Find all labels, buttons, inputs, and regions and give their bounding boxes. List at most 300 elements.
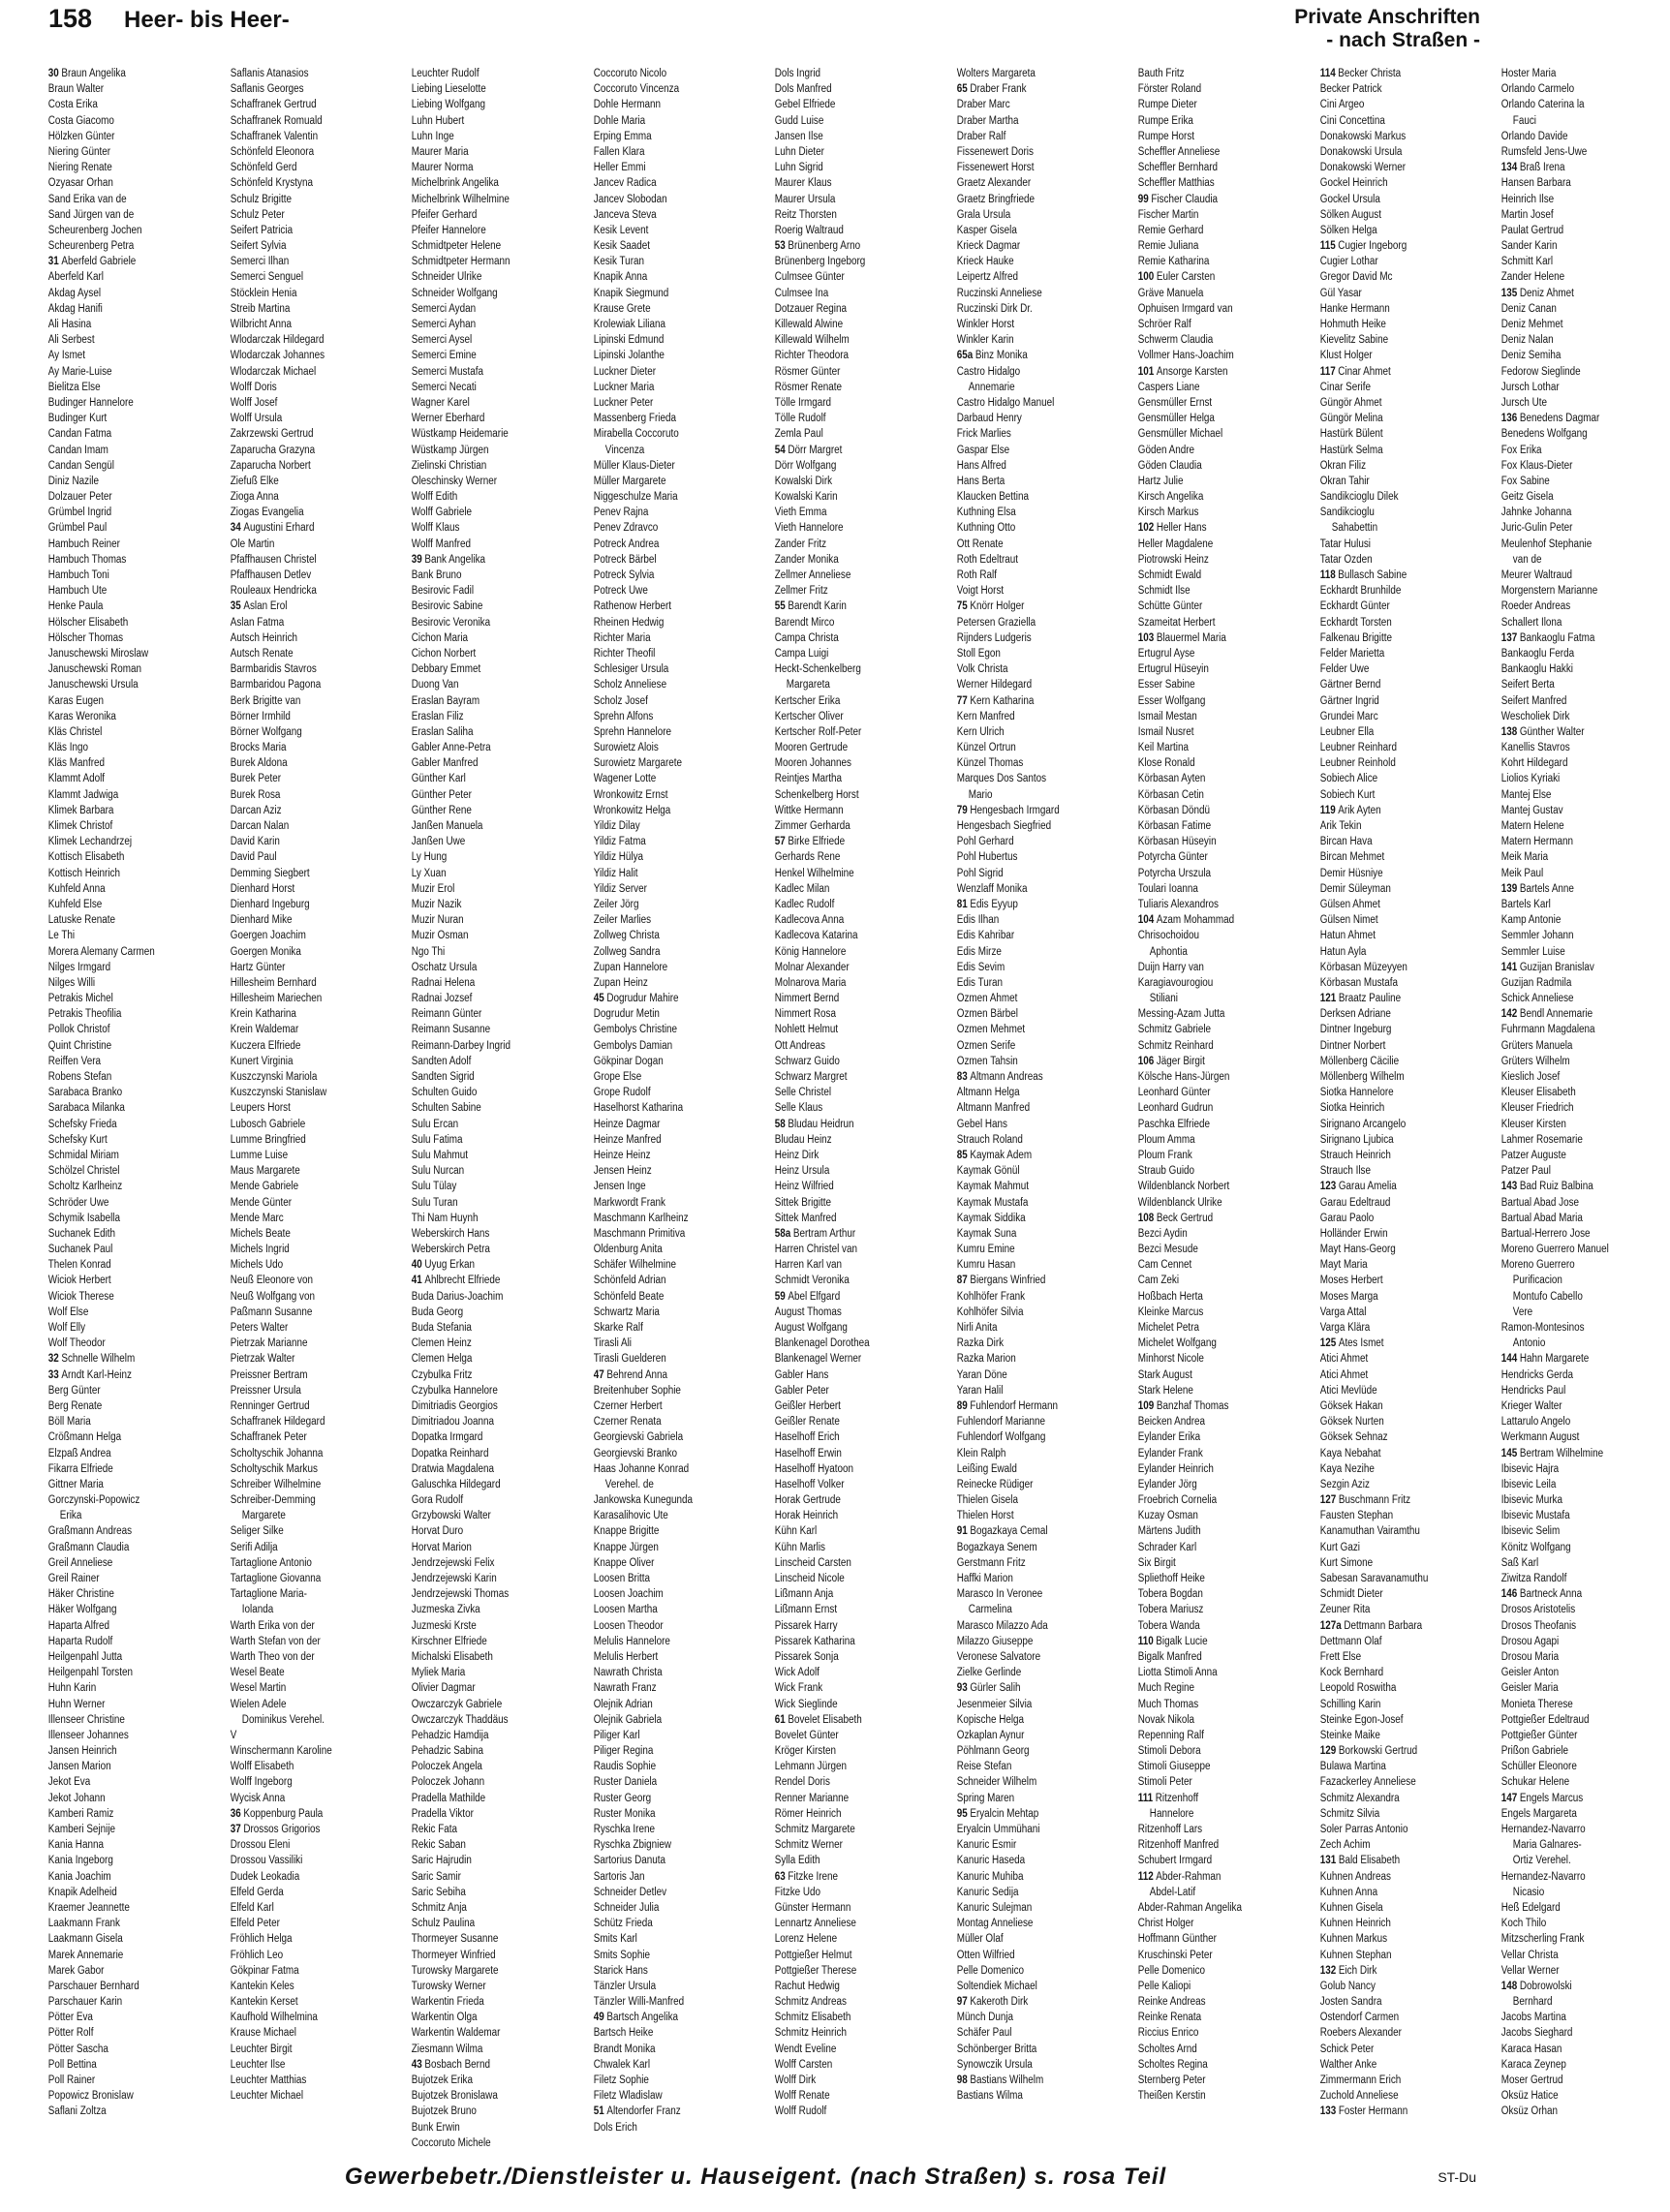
directory-entry: [761, 520, 917, 536]
directory-entry: [1125, 1038, 1281, 1054]
directory-entry: [943, 755, 1099, 771]
directory-entry: [1307, 1774, 1463, 1790]
directory-entry: [580, 1242, 736, 1257]
house-number: 39: [411, 553, 422, 566]
directory-entry: [943, 1257, 1099, 1273]
directory-entry: [217, 1523, 373, 1539]
resident-name: Ibisevic Mustafa: [1500, 1510, 1570, 1522]
resident-name: Hernandez-Navarro: [1500, 1870, 1586, 1883]
directory-entry: [1488, 2073, 1644, 2088]
house-number: 139: [1500, 882, 1518, 895]
resident-name: Kaymak Gönül: [956, 1165, 1020, 1178]
resident-name: Popowicz Bronislaw: [47, 2090, 134, 2103]
directory-entry: [217, 1446, 373, 1461]
house-number: 57: [774, 836, 786, 848]
resident-name: Kertscher Rolf-Peter: [774, 725, 862, 738]
directory-entry: [217, 1540, 373, 1555]
directory-entry: [580, 175, 736, 191]
directory-entry: [35, 1979, 191, 1994]
directory-entry: [1125, 489, 1281, 505]
resident-name: Atici Ahmet: [1319, 1353, 1368, 1366]
directory-entry: [35, 1132, 191, 1148]
directory-entry: [1488, 2104, 1644, 2119]
directory-entry: [943, 1697, 1099, 1712]
directory-entry: [761, 1649, 917, 1665]
directory-entry: [398, 1273, 554, 1288]
directory-entry: [943, 1791, 1099, 1806]
directory-entry: [217, 1634, 373, 1649]
directory-entry: [398, 458, 554, 474]
directory-entry: [1488, 1948, 1644, 1963]
resident-name: Loosen Joachim: [593, 1588, 664, 1601]
directory-entry: [398, 269, 554, 285]
resident-name: Knörr Holger: [969, 600, 1024, 613]
directory-entry: [217, 1054, 373, 1069]
house-number: 106: [1137, 1055, 1155, 1067]
directory-entry: [580, 849, 736, 865]
resident-name: Rumpe Erika: [1137, 114, 1193, 127]
resident-name: Kievelitz Sabine: [1319, 334, 1388, 347]
resident-name: Preissner Bertram: [230, 1368, 307, 1381]
resident-name: Linscheid Carsten: [774, 1556, 851, 1569]
resident-name: Deniz Ahmet: [1519, 287, 1574, 299]
resident-name: Tobera Bogdan: [1137, 1588, 1203, 1601]
directory-entry: [1307, 1100, 1463, 1116]
directory-entry: [1125, 1257, 1281, 1273]
resident-name: Mooren Johannes: [774, 757, 851, 770]
resident-name: Mooren Gertrude: [774, 742, 849, 754]
directory-entry: [35, 1336, 191, 1351]
resident-name: Heller Magdalene: [1137, 538, 1214, 550]
directory-entry: [761, 1900, 917, 1916]
directory-entry: [1307, 1289, 1463, 1305]
resident-name: Toulari Ioanna: [1137, 882, 1198, 895]
resident-name: Leubner Ella: [1319, 725, 1374, 738]
directory-entry: [35, 771, 191, 786]
directory-entry: [217, 1163, 373, 1179]
directory-entry: [1488, 975, 1644, 991]
page-title-line-2: - nach Straßen -: [1326, 29, 1480, 51]
directory-entry: [943, 1916, 1099, 1931]
directory-entry: [761, 1602, 917, 1617]
resident-name: Pradella Mathilde: [411, 1792, 486, 1804]
resident-name: Saflanis Georges: [230, 83, 304, 96]
resident-name: Dominikus Verehel.: [241, 1713, 325, 1726]
directory-entry: [1125, 866, 1281, 881]
directory-entry: [1488, 944, 1644, 960]
directory-entry: [217, 489, 373, 505]
resident-name: Schüller Eleonore: [1500, 1761, 1577, 1773]
directory-entry: [761, 1117, 917, 1132]
directory-entry: [1125, 1948, 1281, 1963]
resident-name: Ole Martin: [230, 538, 274, 550]
house-number: 33: [47, 1368, 59, 1381]
resident-name: Le Thi: [47, 930, 76, 942]
house-number: 58: [774, 1118, 786, 1130]
resident-name: Juzmeska Zivka: [411, 1604, 480, 1616]
directory-entry: [1488, 317, 1644, 332]
directory-entry: [35, 1148, 191, 1163]
resident-name: Knappe Jürgen: [593, 1541, 659, 1553]
resident-name: Leubner Reinhold: [1319, 757, 1396, 770]
directory-entry: [1307, 2042, 1463, 2057]
resident-name: Schaffranek Peter: [230, 1431, 307, 1444]
directory-entry: [35, 458, 191, 474]
directory-entry: [580, 975, 736, 991]
resident-name: Zuchold Anneliese: [1319, 2090, 1399, 2103]
resident-name: Berk Brigitte van: [230, 694, 300, 707]
directory-entry: [580, 1508, 736, 1523]
directory-entry: [580, 192, 736, 207]
resident-name: Pfaffhausen Christel: [230, 553, 317, 566]
resident-name: Buschmann Fritz: [1338, 1494, 1410, 1507]
resident-name: Künzel Ortrun: [956, 742, 1016, 754]
resident-name: Zielinski Christian: [411, 459, 487, 472]
resident-name: Jahnke Johanna: [1500, 507, 1572, 519]
directory-entry: [943, 505, 1099, 520]
resident-name: Edis Sevim: [956, 961, 1005, 973]
directory-entry: [761, 458, 917, 474]
directory-entry: [1488, 1446, 1644, 1461]
resident-name: Werkmann August: [1500, 1431, 1580, 1444]
directory-entry: [217, 2025, 373, 2041]
directory-entry: [398, 144, 554, 160]
resident-name: Georgievski Branko: [593, 1447, 677, 1459]
directory-entry: [943, 912, 1099, 928]
resident-name: Winkler Horst: [956, 319, 1014, 330]
directory-entry: [1307, 1743, 1463, 1759]
resident-name: Besirovic Fadil: [411, 585, 475, 598]
directory-entry: [1488, 755, 1644, 771]
resident-name: Körbasan Fatime: [1137, 820, 1212, 832]
directory-entry: [1125, 1398, 1281, 1414]
directory-entry: [761, 1069, 917, 1085]
resident-name: Fuhlendorf Wolfgang: [956, 1431, 1045, 1444]
directory-entry: [761, 1351, 917, 1367]
directory-column: [580, 66, 762, 2148]
directory-entry: [217, 771, 373, 786]
resident-name: Owczarczyk Gabriele: [411, 1698, 503, 1710]
directory-entry: [35, 254, 191, 269]
directory-entry: [1125, 1791, 1281, 1806]
resident-name: Bezci Aydin: [1137, 1227, 1188, 1240]
resident-name: Dintner Ingeburg: [1319, 1024, 1391, 1036]
resident-name: Filetz Wladislaw: [593, 2090, 663, 2103]
resident-name: Schmidal Miriam: [47, 1149, 119, 1161]
directory-entry: [217, 881, 373, 897]
resident-name: Schulten Sabine: [411, 1102, 481, 1115]
directory-entry: [943, 223, 1099, 238]
directory-entry: [1488, 1697, 1644, 1712]
resident-name: Leupers Horst: [230, 1102, 291, 1115]
directory-entry: [1125, 1963, 1281, 1979]
resident-name: Rheinen Hedwig: [593, 616, 664, 629]
resident-name: Deniz Canan: [1500, 302, 1557, 315]
resident-name: Kopische Helga: [956, 1713, 1024, 1726]
resident-name: Schaffranek Romuald: [230, 114, 323, 127]
directory-entry: [580, 1398, 736, 1414]
resident-name: Ibisevic Leila: [1500, 1478, 1557, 1490]
directory-entry: [1125, 223, 1281, 238]
resident-name: Ryschka Zbigniew: [593, 1839, 671, 1852]
directory-entry: [35, 849, 191, 865]
resident-name: Guzijan Branislav: [1519, 961, 1594, 973]
directory-entry: [217, 583, 373, 599]
directory-entry: [35, 1869, 191, 1885]
directory-entry: [1307, 207, 1463, 223]
resident-name: Wick Frank: [774, 1682, 823, 1695]
resident-name: Jäger Birgit: [1156, 1055, 1205, 1067]
directory-entry: [580, 129, 736, 144]
directory-entry: [1307, 693, 1463, 709]
directory-entry: [580, 1680, 736, 1696]
resident-name: Thormeyer Winfried: [411, 1949, 496, 1961]
directory-entry-continuation: [943, 1602, 1099, 1617]
resident-name: Kuhfeld Anna: [47, 882, 106, 895]
directory-entry: [943, 286, 1099, 301]
resident-name: Stimoli Giuseppe: [1137, 1761, 1211, 1773]
directory-entry: [35, 1712, 191, 1728]
resident-name: Zander Monika: [774, 553, 839, 566]
resident-name: Geitz Gisela: [1500, 491, 1554, 504]
resident-name: Maschmann Primitiva: [593, 1227, 685, 1240]
resident-name: V: [230, 1729, 236, 1741]
directory-entry: [943, 1774, 1099, 1790]
resident-name: Ay Marie-Luise: [47, 365, 112, 378]
resident-name: Kantekin Kerset: [230, 1996, 298, 2009]
resident-name: Bujotzek Bronislawa: [411, 2090, 498, 2103]
resident-name: Wescholiek Dirk: [1500, 710, 1570, 722]
directory-entry: [35, 1586, 191, 1602]
resident-name: Lennartz Anneliese: [774, 1918, 856, 1930]
resident-name: Ortiz Verehel.: [1512, 1855, 1571, 1867]
directory-entry: [217, 1697, 373, 1712]
directory-entry: [943, 599, 1099, 614]
directory-entry: [35, 537, 191, 552]
resident-name: Pfeifer Gerhard: [411, 208, 478, 221]
resident-name: Schymik Isabella: [47, 1212, 120, 1224]
resident-name: Aberfeld Karl: [47, 271, 104, 284]
directory-entry: [1488, 175, 1644, 191]
directory-entry: [1307, 1398, 1463, 1414]
directory-entry: [1488, 1508, 1644, 1523]
directory-entry: [398, 944, 554, 960]
resident-name: Semerci Aydan: [411, 302, 477, 315]
directory-entry: [761, 1822, 917, 1837]
resident-name: Schick Anneliese: [1500, 993, 1574, 1005]
directory-entry: [1307, 238, 1463, 254]
resident-name: Schneider Wolfgang: [411, 287, 498, 299]
resident-name: Bartual Abad Maria: [1500, 1212, 1583, 1224]
resident-name: Novak Nikola: [1137, 1713, 1195, 1726]
directory-entry: [398, 1822, 554, 1837]
resident-name: Tänzler Willi-Manfred: [593, 1996, 684, 2009]
resident-name: Sulu Mahmut: [411, 1149, 469, 1161]
resident-name: Drosou Maria: [1500, 1650, 1560, 1663]
resident-name: Garau Paolo: [1319, 1212, 1374, 1224]
resident-name: Bigalk Manfred: [1137, 1650, 1202, 1663]
resident-name: Hillesheim Mariechen: [230, 993, 322, 1005]
resident-name: Pötter Sascha: [47, 2043, 108, 2055]
directory-entry: [1488, 207, 1644, 223]
resident-name: Grüters Wilhelm: [1500, 1055, 1570, 1067]
resident-name: Rendel Doris: [774, 1776, 830, 1789]
resident-name: Schaffranek Gertrud: [230, 99, 317, 111]
resident-name: Burek Aldona: [230, 757, 288, 770]
directory-entry: [761, 1461, 917, 1477]
directory-entry: [580, 1979, 736, 1994]
resident-name: Ay Ismet: [47, 350, 86, 362]
resident-name: Keil Martina: [1137, 742, 1189, 754]
directory-entry: [35, 1195, 191, 1211]
directory-entry: [217, 1022, 373, 1037]
directory-entry: [217, 630, 373, 646]
directory-entry: [761, 1571, 917, 1586]
resident-name: Gabler Hans: [774, 1368, 829, 1381]
resident-name: Bankaoglu Fatma: [1519, 631, 1595, 644]
directory-entry: [1125, 1069, 1281, 1085]
resident-name: Haselhoff Erich: [774, 1431, 840, 1444]
directory-entry: [398, 975, 554, 991]
directory-entry: [1125, 1351, 1281, 1367]
resident-name: Barmbaridou Pagona: [230, 679, 321, 691]
directory-entry: [1488, 348, 1644, 363]
resident-name: Tatar Özden: [1319, 553, 1373, 566]
resident-name: Tirasli Guelderen: [593, 1353, 666, 1366]
resident-name: Mende Günter: [230, 1196, 292, 1209]
resident-name: Pradella Viktor: [411, 1807, 474, 1820]
resident-name: Foster Hermann: [1338, 2105, 1407, 2118]
directory-entry: [943, 348, 1099, 363]
directory-entry: [943, 160, 1099, 175]
resident-name: Biergans Winfried: [969, 1275, 1045, 1287]
resident-name: Aslan Fatma: [230, 616, 284, 629]
directory-entry: [1307, 897, 1463, 912]
resident-name: Radnai Helena: [411, 976, 476, 989]
resident-name: Wilbricht Anna: [230, 319, 292, 330]
directory-entry: [1488, 1351, 1644, 1367]
directory-entry: [217, 332, 373, 348]
directory-entry: [761, 2088, 917, 2104]
resident-name: Kuhnen Andreas: [1319, 1870, 1391, 1883]
directory-entry: [35, 1398, 191, 1414]
directory-entry: [35, 1665, 191, 1680]
directory-entry: [943, 1320, 1099, 1336]
directory-entry: [1125, 207, 1281, 223]
directory-entry: [1125, 677, 1281, 692]
directory-entry: [217, 1100, 373, 1116]
directory-entry: [1125, 771, 1281, 786]
resident-name: Güngör Ahmet: [1319, 396, 1382, 409]
directory-entry: [1125, 1429, 1281, 1445]
directory-entry: [35, 866, 191, 881]
directory-entry: [1488, 380, 1644, 395]
resident-name: Zeuner Rita: [1319, 1604, 1370, 1616]
resident-name: Hanke Hermann: [1319, 302, 1390, 315]
resident-name: Demir Süleyman: [1319, 882, 1391, 895]
resident-name: Renner Marianne: [774, 1792, 850, 1804]
resident-name: Darcan Aziz: [230, 804, 282, 816]
resident-name: Mantej Else: [1500, 788, 1552, 801]
directory-entry: [1307, 1728, 1463, 1743]
directory-entry: [761, 1837, 917, 1853]
directory-entry: [1488, 364, 1644, 380]
directory-entry: [1307, 489, 1463, 505]
house-number: 110: [1137, 1635, 1154, 1647]
house-number: 54: [774, 444, 786, 456]
resident-name: Weberskirch Petra: [411, 1244, 490, 1256]
directory-entry: [1307, 1948, 1463, 1963]
resident-name: Müller Klaus-Dieter: [593, 459, 675, 472]
resident-name: Günster Hermann: [774, 1901, 851, 1914]
resident-name: Müller Olaf: [956, 1933, 1004, 1946]
directory-entry: [35, 1242, 191, 1257]
resident-name: Karas Weronika: [47, 710, 116, 722]
directory-entry: [217, 1305, 373, 1320]
house-number: 77: [956, 694, 968, 707]
house-number: 43: [411, 2058, 422, 2071]
directory-entry: [1488, 443, 1644, 458]
directory-entry: [943, 254, 1099, 269]
directory-entry: [398, 1398, 554, 1414]
directory-entry: [761, 1022, 917, 1037]
directory-entry: [580, 286, 736, 301]
resident-name: Pottgießer Edeltraud: [1500, 1713, 1590, 1726]
resident-name: Seifert Sylvia: [230, 240, 286, 253]
resident-name: Tölle Rudolf: [774, 413, 826, 425]
resident-name: Thelen Konrad: [47, 1259, 111, 1272]
directory-entry: [943, 1806, 1099, 1822]
resident-name: Oksüz Orhan: [1500, 2105, 1559, 2118]
resident-name: Oldenburg Anita: [593, 1244, 663, 1256]
resident-name: Warth Stefan von der: [230, 1635, 321, 1647]
resident-name: Fuhrmann Magdalena: [1500, 1024, 1595, 1036]
resident-name: Kaufhold Wilhelmina: [230, 2012, 318, 2024]
directory-entry: [1125, 537, 1281, 552]
resident-name: Pissarek Sonja: [774, 1650, 839, 1663]
resident-name: Hartz Julie: [1137, 475, 1184, 487]
directory-entry: [761, 97, 917, 112]
directory-entry-continuation: [1488, 1885, 1644, 1900]
resident-name: Wüstkamp Jürgen: [411, 444, 489, 456]
directory-entry: [217, 443, 373, 458]
resident-name: Sartoris Jan: [593, 1870, 645, 1883]
directory-entry: [217, 97, 373, 112]
directory-entry: [943, 1900, 1099, 1916]
directory-entry: [1125, 1586, 1281, 1602]
resident-name: Drossou Vassiliki: [230, 1855, 302, 1867]
resident-name: Weberskirch Hans: [411, 1227, 490, 1240]
resident-name: Blankenagel Dorothea: [774, 1337, 870, 1350]
directory-entry: [761, 1963, 917, 1979]
directory-entry: [1488, 160, 1644, 175]
directory-entry: [35, 1837, 191, 1853]
directory-entry: [1488, 2057, 1644, 2073]
resident-name: Suchanek Edith: [47, 1227, 116, 1240]
directory-entry: [761, 1383, 917, 1398]
resident-name: Rumsfeld Jens-Uwe: [1500, 145, 1588, 158]
resident-name: Schmidt Ilse: [1137, 585, 1191, 598]
directory-entry: [398, 818, 554, 834]
resident-name: Cugier Ingeborg: [1337, 240, 1407, 253]
resident-name: Kaymak Siddika: [956, 1212, 1026, 1224]
directory-entry: [1307, 113, 1463, 129]
resident-name: Piotrowski Heinz: [1137, 553, 1209, 566]
resident-name: Graßmann Andreas: [47, 1525, 133, 1538]
house-number: 125: [1319, 1337, 1336, 1350]
resident-name: Kruschinski Peter: [1137, 1949, 1213, 1961]
resident-name: Potyrcha Günter: [1137, 851, 1208, 864]
